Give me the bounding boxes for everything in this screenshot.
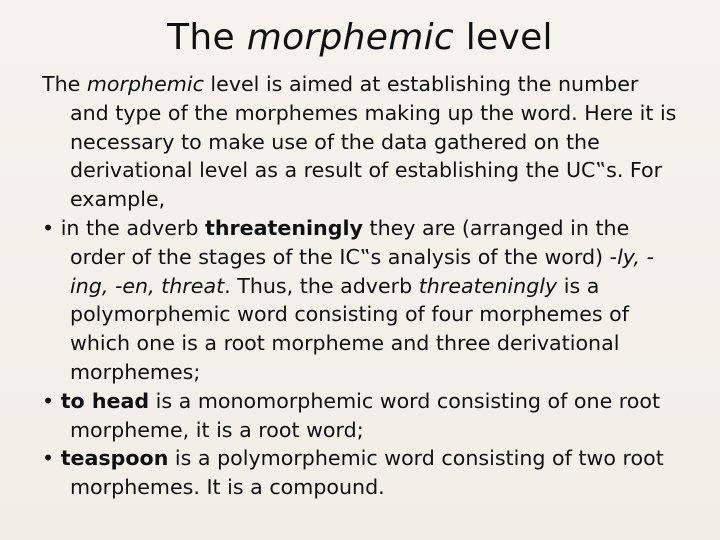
bullet3-term: teaspoon	[60, 446, 169, 471]
bullet1-text-3: . Thus, the adverb	[224, 273, 419, 298]
slide-title	[0, 14, 720, 62]
bullet1-term-emphasis: threateningly	[418, 273, 558, 298]
intro-paragraph	[42, 70, 682, 214]
title-text-after: level	[454, 17, 553, 58]
bullet1-text-1: in the adverb	[54, 215, 205, 240]
bullet2-term: to head	[60, 388, 150, 413]
bullet2-text-2: is a monomorphemic word consisting of one root morpheme, it is a root word;	[70, 388, 661, 442]
intro-emphasis: morphemic	[86, 72, 204, 96]
bullet-marker: •	[42, 215, 55, 240]
title-text-before: The	[167, 17, 247, 58]
bullet-marker: •	[42, 388, 55, 413]
bullet-threateningly	[42, 214, 682, 387]
intro-text-2: level is aimed at establishing the number and type of the morphemes making up the word. Here it is necessary to make use of the data gathered on the derivational level as a result of establishing the UC‟s. For example,	[70, 72, 677, 212]
bullet1-morphemes: ly, -ing, -en, threat	[70, 244, 654, 298]
bullet1-text-4: is a polymorphemic word consisting of four morphemes of which one is a root morpheme and three derivational morphemes;	[70, 273, 630, 384]
slide-body	[42, 70, 682, 502]
bullet-to-head	[42, 387, 682, 445]
bullet1-term: threateningly	[205, 215, 363, 240]
intro-text-1: The	[42, 72, 87, 96]
bullet1-text-2: they are (arranged in the order of the stages of the IC‟s analysis of the word) -	[70, 215, 630, 269]
bullet-teaspoon	[42, 444, 682, 502]
bullet3-text-2: is a polymorphemic word consisting of two root morphemes. It is a compound.	[70, 446, 664, 500]
title-emphasis: morphemic	[246, 17, 455, 58]
bullet-marker: •	[42, 446, 55, 471]
